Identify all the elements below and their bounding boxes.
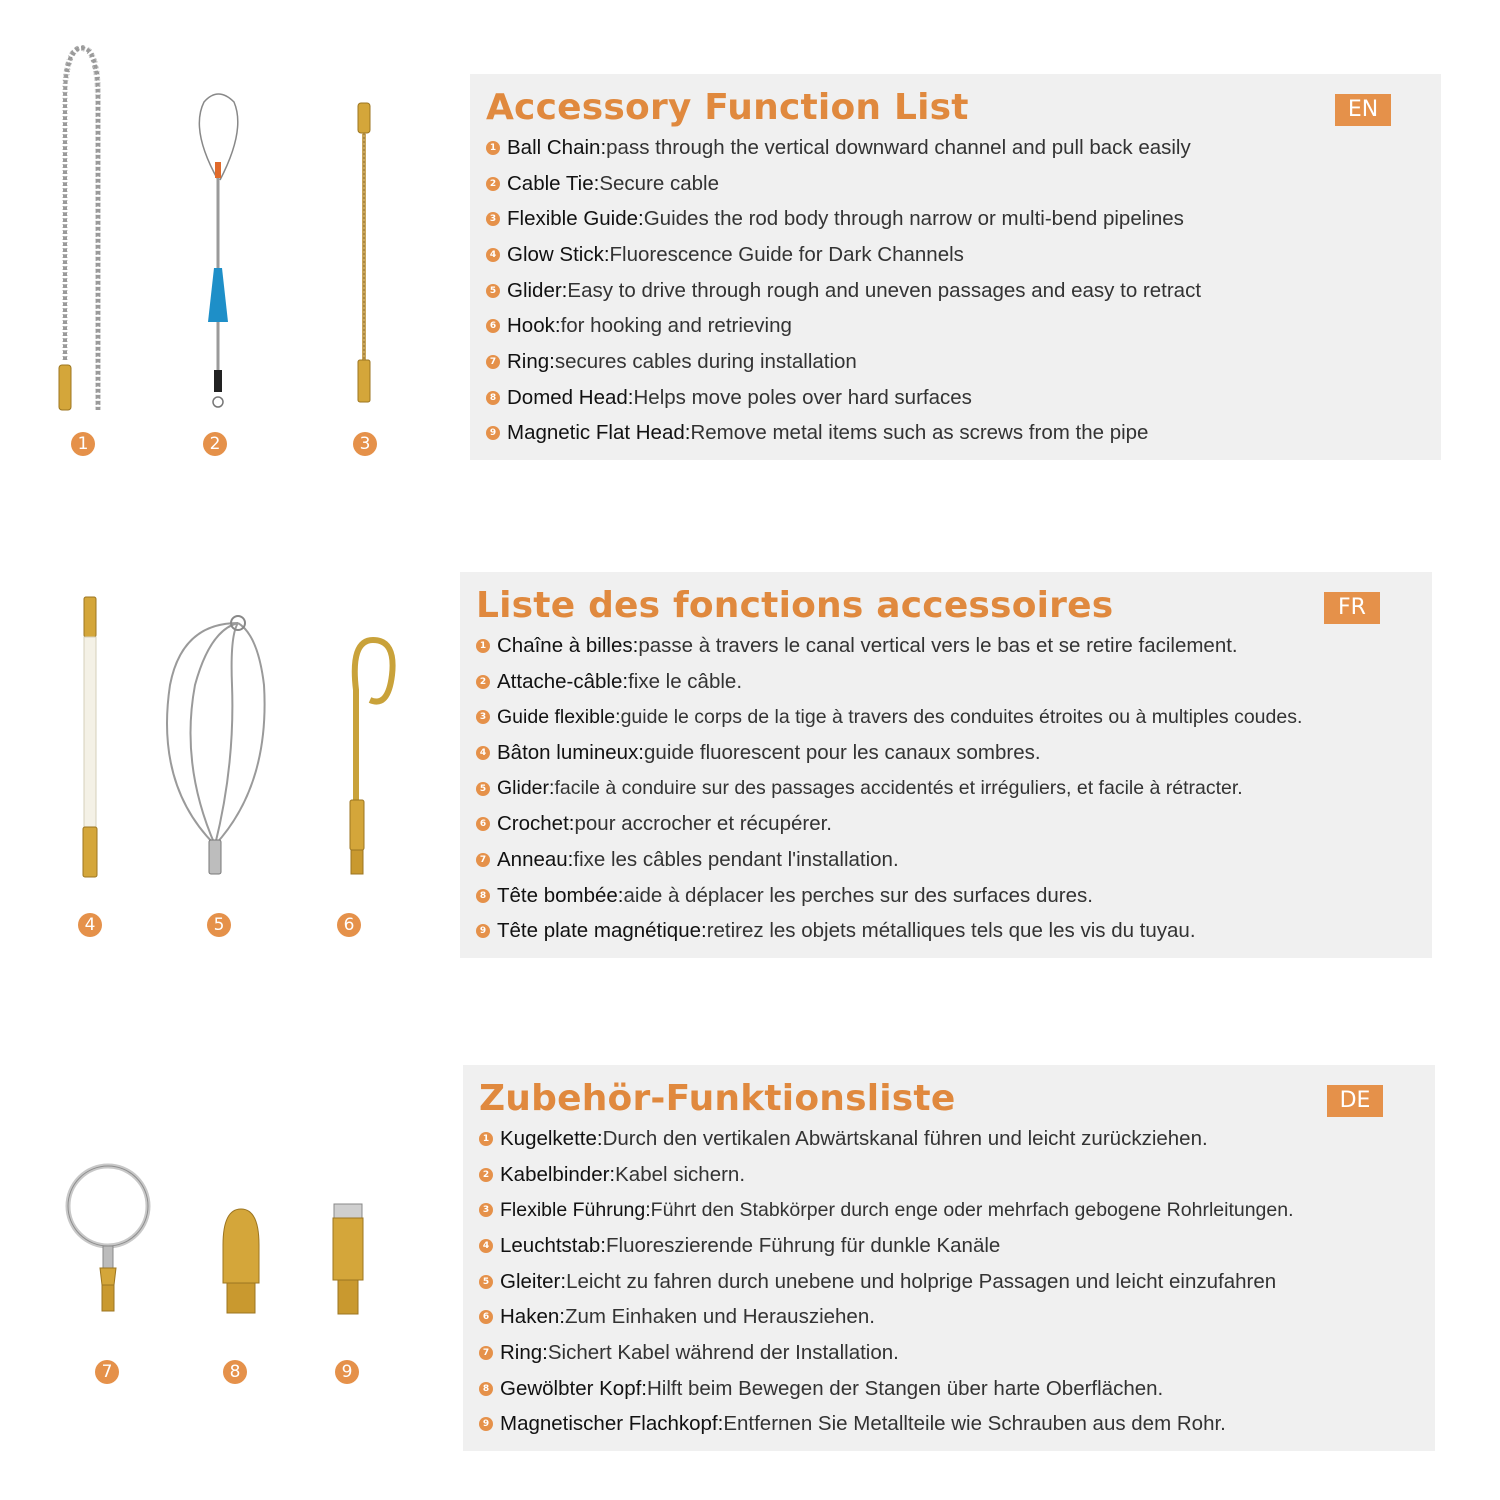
bullet-number: 5 [479,1275,493,1289]
bullet-number: 5 [486,284,500,298]
magnetic-flat-head-icon [328,1200,368,1318]
list-item [476,664,1416,700]
list-item [476,735,1416,771]
item-term: Ring: [500,1340,548,1364]
item-term: Bâton lumineux: [497,740,645,764]
list-item [476,878,1416,914]
panel-title: Zubehör-Funktionsliste [479,1078,956,1119]
item-desc: Easy to drive through rough and uneven passages and easy to retract [567,278,1202,302]
item-desc: Durch den vertikalen Abwärtskanal führen und leicht zurückziehen. [602,1126,1208,1150]
bullet-number: 4 [476,746,490,760]
item-term: Magnetischer Flachkopf: [500,1412,724,1436]
item-term: Ball Chain: [507,135,607,159]
item-term: Glider: [497,777,555,800]
item-term: Chaîne à billes: [497,633,639,657]
bullet-number: 2 [486,177,500,191]
item-term: Glider: [507,278,568,302]
item-term: Flexible Führung: [500,1198,651,1221]
item-term: Attache-câble: [497,669,629,693]
list-item [479,1264,1419,1300]
item-term: Anneau: [497,847,574,871]
item-term: Magnetic Flat Head: [507,421,691,445]
item-desc: Sichert Kabel während der Installation. [547,1340,899,1364]
list-item [486,237,1425,273]
item-desc: facile à conduire sur des passages accidentés et irréguliers, et facile à rétracter. [554,777,1243,800]
bullet-number: 9 [486,426,500,440]
item-term: Tête bombée: [497,883,624,907]
item-term: Cable Tie: [507,171,600,195]
hook-icon [318,630,408,880]
item-number-badge: 4 [78,913,102,937]
glow-stick-icon [68,592,112,882]
item-desc: passe à travers le canal vertical vers le bas et se retire facilement. [638,633,1238,657]
bullet-number: 5 [476,782,490,796]
flexible-guide-icon [345,98,385,408]
item-term: Gleiter: [500,1269,567,1293]
list-item [486,308,1425,344]
bullet-number: 7 [479,1346,493,1360]
item-desc: Hilft beim Bewegen der Stangen über harte Oberflächen. [647,1376,1164,1400]
function-list [479,1121,1419,1442]
ring-icon [60,1160,160,1315]
list-item [486,344,1425,380]
item-desc: Fluorescence Guide for Dark Channels [609,242,964,266]
bullet-number: 3 [486,212,500,226]
function-panel-de [463,1065,1435,1451]
item-number-badge: 7 [95,1360,119,1384]
list-item [479,1157,1419,1193]
item-term: Kugelkette: [500,1126,603,1150]
bullet-number: 4 [486,248,500,262]
bullet-number: 8 [486,391,500,405]
list-item [486,416,1425,452]
item-term: Hook: [507,314,561,338]
item-term: Ring: [507,349,555,373]
item-desc: Fluoreszierende Führung für dunkle Kanäle [606,1233,1001,1257]
item-term: Leuchtstab: [500,1233,606,1257]
list-item [476,628,1416,664]
language-badge: EN [1335,94,1391,126]
item-term: Haken: [500,1305,565,1329]
item-term: Guide flexible: [497,705,621,728]
bullet-number: 9 [479,1417,493,1431]
item-desc: Leicht zu fahren durch unebene und holprige Passagen und leicht einzufahren [566,1269,1277,1293]
item-desc: fixe les câbles pendant l'installation. [573,847,899,871]
item-desc: retirez les objets métalliques tels que les vis du tuyau. [706,919,1196,943]
item-term: Kabelbinder: [500,1162,616,1186]
item-term: Tête plate magnétique: [497,919,707,943]
item-desc: Kabel sichern. [615,1162,746,1186]
item-desc: pour accrocher et récupérer. [574,812,833,836]
language-badge: DE [1327,1085,1383,1117]
item-desc: for hooking and retrieving [560,314,792,338]
list-item [479,1407,1419,1443]
item-number-badge: 8 [223,1360,247,1384]
item-desc: Entfernen Sie Metallteile wie Schrauben aus dem Rohr. [723,1412,1226,1436]
bullet-number: 8 [476,889,490,903]
list-item [479,1228,1419,1264]
bullet-number: 7 [486,355,500,369]
item-term: Glow Stick: [507,242,610,266]
bullet-number: 7 [476,853,490,867]
list-item [486,380,1425,416]
function-list [476,628,1416,949]
list-item [486,130,1425,166]
cable-tie-icon [190,90,250,420]
item-term: Crochet: [497,812,575,836]
item-number-badge: 2 [203,432,227,456]
item-desc: fixe le câble. [628,669,743,693]
bullet-number: 9 [476,924,490,938]
item-desc: Remove metal items such as screws from the pipe [690,421,1149,445]
list-item [486,201,1425,237]
list-item [476,806,1416,842]
bullet-number: 1 [479,1132,493,1146]
item-desc: aide à déplacer les perches sur des surfaces dures. [623,883,1093,907]
bullet-number: 1 [486,141,500,155]
list-item [479,1371,1419,1407]
function-list [486,130,1425,451]
item-desc: guide fluorescent pour les canaux sombres. [644,740,1041,764]
bullet-number: 8 [479,1382,493,1396]
list-item [476,771,1416,807]
item-desc: Secure cable [599,171,719,195]
list-item [476,842,1416,878]
bullet-number: 3 [479,1203,493,1217]
item-desc: Guides the rod body through narrow or multi-bend pipelines [643,207,1184,231]
list-item [479,1299,1419,1335]
item-number-badge: 6 [337,913,361,937]
function-panel-en [470,74,1441,460]
item-number-badge: 5 [207,913,231,937]
list-item [486,273,1425,309]
panel-title: Liste des fonctions accessoires [476,585,1114,626]
item-desc: Helps move poles over hard surfaces [633,385,972,409]
bullet-number: 4 [479,1239,493,1253]
bullet-number: 2 [479,1168,493,1182]
item-desc: pass through the vertical downward channel and pull back easily [606,135,1191,159]
bullet-number: 3 [476,710,490,724]
glider-icon [160,605,275,880]
item-term: Domed Head: [507,385,634,409]
ball-chain-icon [50,40,120,420]
list-item [486,166,1425,202]
list-item [476,914,1416,950]
item-term: Gewölbter Kopf: [500,1376,647,1400]
bullet-number: 6 [476,817,490,831]
panel-title: Accessory Function List [486,87,969,128]
list-item [479,1121,1419,1157]
item-desc: Zum Einhaken und Herausziehen. [564,1305,875,1329]
item-desc: Führt den Stabkörper durch enge oder mehrfach gebogene Rohrleitungen. [650,1198,1294,1221]
item-term: Flexible Guide: [507,207,644,231]
item-number-badge: 1 [71,432,95,456]
list-item [479,1335,1419,1371]
item-number-badge: 9 [335,1360,359,1384]
list-item [476,699,1416,735]
domed-head-icon [218,1205,264,1317]
list-item [479,1192,1419,1228]
function-panel-fr [460,572,1432,958]
item-desc: guide le corps de la tige à travers des conduites étroites ou à multiples coudes. [620,705,1303,728]
item-number-badge: 3 [353,432,377,456]
language-badge: FR [1324,592,1380,624]
bullet-number: 6 [479,1310,493,1324]
item-desc: secures cables during installation [554,349,857,373]
bullet-number: 2 [476,675,490,689]
bullet-number: 6 [486,319,500,333]
bullet-number: 1 [476,639,490,653]
